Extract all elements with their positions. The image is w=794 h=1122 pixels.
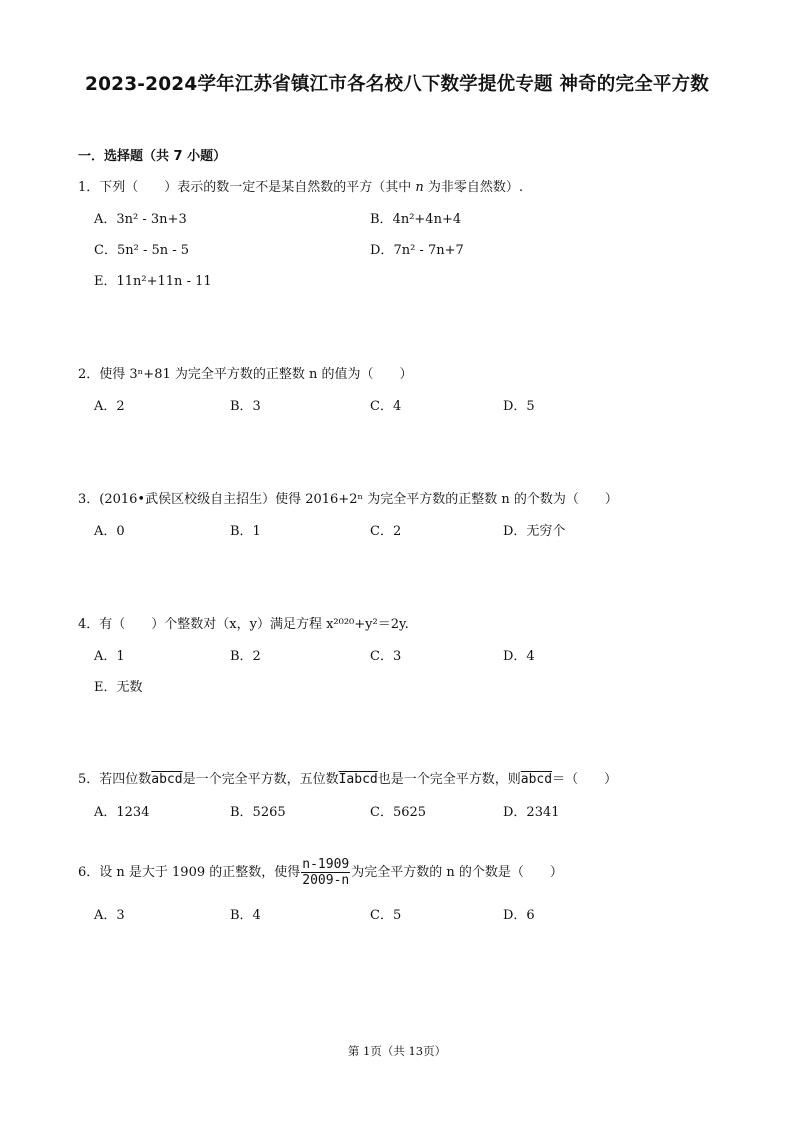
- option-label: A．: [94, 212, 117, 227]
- option-expr: 4n²+4n+4: [392, 212, 462, 227]
- overline-labcd: Iabcd: [338, 772, 378, 787]
- page-title: 2023-2024学年江苏省镇江市各名校八下数学提优专题 神奇的完全平方数: [85, 74, 709, 95]
- question-3: 3．(2016•武侯区校级自主招生）使得 2016+2ⁿ 为完全平方数的正整数 n 的个数为（ ）: [78, 492, 618, 507]
- q6-option-d[interactable]: D．6: [503, 908, 535, 923]
- q1-option-b[interactable]: [370, 208, 461, 227]
- question-5-suffix: ＝（ ）: [552, 772, 618, 787]
- q2-option-b[interactable]: B．3: [230, 399, 261, 414]
- question-5-mid1: 是一个完全平方数，五位数: [182, 772, 339, 787]
- fraction-numerator: n-1909: [302, 857, 350, 872]
- question-5-prefix: 5．若四位数: [78, 772, 152, 787]
- q3-option-c[interactable]: C．2: [370, 524, 402, 539]
- question-5-mid2: 也是一个完全平方数，则: [377, 772, 521, 787]
- q3-option-d[interactable]: D．无穷个: [503, 524, 566, 539]
- fraction-denominator: 2009-n: [302, 873, 350, 888]
- q1-option-c[interactable]: [94, 239, 189, 258]
- q5-option-b[interactable]: B．5265: [230, 805, 286, 820]
- option-expr: 7n² - 7n+7: [393, 243, 464, 258]
- question-6-prefix: 6．设 n 是大于 1909 的正整数，使得: [78, 865, 301, 880]
- option-label: B．: [370, 212, 393, 227]
- option-expr: 3n² - 3n+3: [116, 212, 187, 227]
- q3-option-b[interactable]: B．1: [230, 524, 261, 539]
- q2-option-d[interactable]: D．5: [503, 399, 535, 414]
- option-expr: 5n² - 5n - 5: [116, 243, 190, 258]
- q4-option-e[interactable]: E．无数: [94, 680, 143, 695]
- q3-option-a[interactable]: A．0: [94, 524, 125, 539]
- q4-option-a[interactable]: A．1: [94, 649, 125, 664]
- q4-option-d[interactable]: D．4: [503, 649, 535, 664]
- option-label: C．: [94, 243, 117, 258]
- q6-option-b[interactable]: B．4: [230, 908, 261, 923]
- question-2: 2．使得 3ⁿ+81 为完全平方数的正整数 n 的值为（ ）: [78, 367, 413, 382]
- q4-option-c[interactable]: C．3: [370, 649, 402, 664]
- q6-option-a[interactable]: A．3: [94, 908, 125, 923]
- section-heading: 一．选择题（共 7 小题）: [78, 149, 227, 164]
- question-6: [78, 857, 563, 888]
- q2-option-a[interactable]: A．2: [94, 399, 125, 414]
- question-5: [78, 768, 617, 787]
- option-label: D．: [370, 243, 394, 258]
- question-4: 4．有（ ）个整数对（x，y）满足方程 x²⁰²⁰+y²＝2y.: [78, 617, 409, 632]
- question-1-var: n: [415, 180, 424, 195]
- question-1-suffix: 为非零自然数）.: [423, 180, 524, 195]
- option-label: E．: [94, 274, 117, 289]
- q4-option-b[interactable]: B．2: [230, 649, 261, 664]
- overline-abcd: abcd: [151, 772, 183, 787]
- q5-option-c[interactable]: C．5625: [370, 805, 427, 820]
- overline-abcd-2: abcd: [520, 772, 553, 787]
- question-1-prefix: 1．下列（ ）表示的数一定不是某自然数的平方（其中: [78, 180, 416, 195]
- q5-option-a[interactable]: A．1234: [94, 805, 150, 820]
- q6-option-c[interactable]: C．5: [370, 908, 402, 923]
- q5-option-d[interactable]: D．2341: [503, 805, 560, 820]
- question-6-suffix: 为完全平方数的 n 的个数是（ ）: [351, 865, 563, 880]
- q1-option-e[interactable]: [94, 270, 212, 289]
- page-footer: 第 1页（共 13页）: [347, 1044, 447, 1058]
- question-1: [78, 176, 523, 195]
- q1-option-a[interactable]: [94, 208, 187, 227]
- q2-option-c[interactable]: C．4: [370, 399, 402, 414]
- q1-option-d[interactable]: [370, 239, 464, 258]
- option-expr: 11n²+11n - 11: [116, 274, 212, 289]
- fraction: [301, 857, 350, 888]
